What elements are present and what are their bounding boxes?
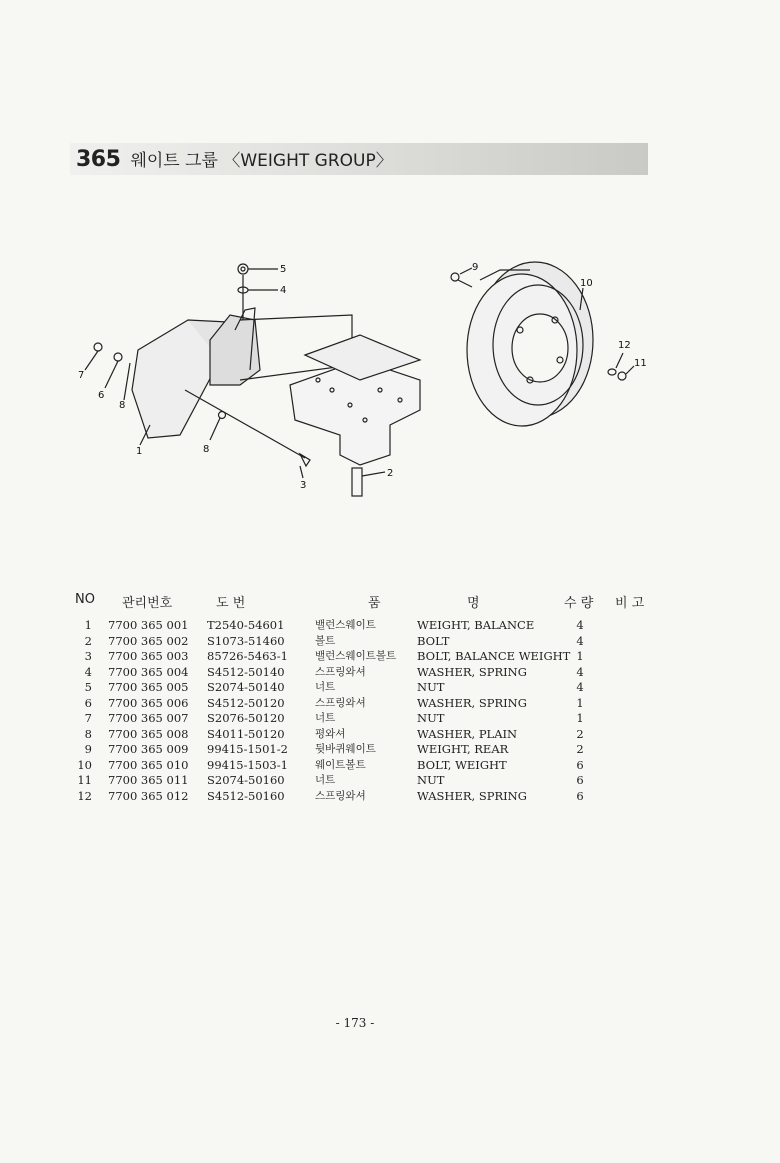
cell-name-en: WEIGHT, BALANCE: [417, 618, 535, 632]
section-title: 웨이트 그룹 〈WEIGHT GROUP〉: [130, 151, 393, 171]
cell-mgmt: 7700 365 012: [108, 788, 189, 803]
callout-11: 11: [634, 358, 647, 369]
cell-no: 8: [84, 726, 92, 741]
callout-9: 10: [580, 278, 593, 289]
cell-no: 1: [84, 618, 92, 632]
cell-name-en: WEIGHT, REAR: [417, 742, 509, 756]
cell-qty: 6: [576, 788, 584, 803]
col-quantity: 수 량: [564, 596, 594, 611]
table-row: [70, 649, 670, 665]
cell-qty: 1: [576, 711, 584, 725]
cell-drawing: 85726-5463-1: [207, 649, 288, 663]
cell-drawing: S1073-51460: [207, 633, 285, 648]
table-row: [70, 634, 670, 650]
cell-mgmt: 7700 365 010: [108, 757, 189, 772]
cell-drawing: S2076-50120: [207, 711, 285, 725]
page-title: [76, 146, 393, 174]
cell-no: 9: [84, 742, 92, 756]
cell-qty: 4: [576, 680, 584, 694]
cell-qty: 6: [576, 773, 584, 787]
callout-6: 6: [98, 390, 105, 401]
table-row: [70, 727, 670, 743]
page-number: - 173 -: [335, 1016, 375, 1030]
callout-10: 9: [472, 262, 479, 273]
cell-name-kr: 웨이트볼트: [315, 758, 366, 771]
col-mgmt-number: 관리번호: [122, 596, 173, 611]
callout-4: 4: [280, 285, 287, 296]
section-number: 365: [76, 147, 121, 172]
cell-mgmt: 7700 365 011: [108, 773, 189, 787]
table-row: [70, 618, 670, 634]
exploded-parts-diagram: [60, 240, 680, 530]
cell-mgmt: 7700 365 001: [108, 618, 189, 632]
cell-name-kr: 스프링와셔: [315, 665, 366, 678]
cell-drawing: S4512-50140: [207, 664, 285, 679]
cell-mgmt: 7700 365 005: [108, 680, 189, 694]
cell-drawing: T2540-54601: [207, 618, 285, 632]
table-row: [70, 773, 670, 789]
callout-1: 1: [136, 446, 143, 457]
table-row: [70, 789, 670, 805]
callout-3: 3: [300, 480, 307, 491]
cell-name-kr: 평와셔: [315, 727, 346, 740]
col-no: NO: [75, 592, 95, 607]
table-row: [70, 711, 670, 727]
cell-no: 2: [84, 633, 92, 648]
cell-name-kr: 뒷바퀴웨이트: [315, 743, 376, 755]
callout-7: 7: [78, 370, 85, 381]
cell-no: 3: [84, 649, 92, 663]
col-part-name-1: 품: [368, 596, 381, 611]
parts-table-body: [70, 618, 670, 804]
cell-name-en: WASHER, SPRING: [417, 664, 527, 679]
cell-mgmt: 7700 365 007: [108, 711, 189, 725]
cell-drawing: 99415-1501-2: [207, 742, 288, 756]
cell-no: 10: [77, 757, 92, 772]
cell-name-en: NUT: [417, 711, 445, 725]
table-row: [70, 742, 670, 758]
cell-qty: 2: [576, 726, 584, 741]
cell-name-kr: 너트: [315, 774, 336, 786]
table-row: [70, 758, 670, 774]
cell-name-en: NUT: [417, 773, 445, 787]
cell-mgmt: 7700 365 002: [108, 633, 189, 648]
cell-no: 5: [84, 680, 92, 694]
table-row: [70, 665, 670, 681]
cell-qty: 2: [576, 742, 584, 756]
col-drawing-number: 도 번: [216, 596, 246, 611]
cell-name-en: WASHER, PLAIN: [417, 726, 518, 741]
cell-qty: 1: [576, 695, 584, 710]
col-remarks: 비 고: [615, 596, 645, 611]
cell-no: 11: [77, 773, 92, 787]
table-row: [70, 696, 670, 712]
cell-name-en: BOLT, BALANCE WEIGHT: [417, 649, 571, 663]
callout-12: 12: [618, 340, 631, 351]
cell-qty: 1: [576, 649, 584, 663]
parts-table-header: [70, 592, 670, 612]
cell-qty: 6: [576, 757, 584, 772]
cell-name-en: NUT: [417, 680, 445, 694]
cell-name-kr: 너트: [315, 681, 336, 693]
cell-name-en: BOLT: [417, 633, 450, 648]
cell-drawing: 99415-1503-1: [207, 757, 288, 772]
cell-no: 4: [84, 664, 92, 679]
cell-drawing: S2074-50140: [207, 680, 285, 694]
cell-name-kr: 스프링와셔: [315, 696, 366, 709]
cell-qty: 4: [576, 664, 584, 679]
cell-drawing: S4011-50120: [207, 726, 285, 741]
callout-8-center: 8: [203, 444, 210, 455]
cell-name-en: BOLT, WEIGHT: [417, 757, 507, 772]
cell-mgmt: 7700 365 003: [108, 649, 189, 663]
callout-5: 5: [280, 264, 287, 275]
cell-name-kr: 밸런스웨이트: [315, 619, 376, 631]
cell-no: 7: [84, 711, 92, 725]
cell-mgmt: 7700 365 008: [108, 726, 189, 741]
cell-mgmt: 7700 365 004: [108, 664, 189, 679]
cell-mgmt: 7700 365 006: [108, 695, 189, 710]
cell-name-kr: 볼트: [315, 634, 336, 647]
callout-2: 2: [387, 468, 394, 479]
cell-qty: 4: [576, 618, 584, 632]
cell-no: 12: [77, 788, 92, 803]
cell-mgmt: 7700 365 009: [108, 742, 189, 756]
callout-8-left: 8: [119, 400, 126, 411]
col-part-name-2: 명: [467, 596, 480, 611]
cell-name-kr: 너트: [315, 712, 336, 724]
cell-name-kr: 스프링와셔: [315, 789, 366, 802]
cell-no: 6: [84, 695, 92, 710]
table-row: [70, 680, 670, 696]
cell-name-en: WASHER, SPRING: [417, 695, 527, 710]
cell-drawing: S4512-50160: [207, 788, 285, 803]
cell-name-kr: 밸런스웨이트볼트: [315, 650, 397, 662]
cell-drawing: S2074-50160: [207, 773, 285, 787]
cell-name-en: WASHER, SPRING: [417, 788, 527, 803]
cell-drawing: S4512-50120: [207, 695, 285, 710]
cell-qty: 4: [576, 633, 584, 648]
